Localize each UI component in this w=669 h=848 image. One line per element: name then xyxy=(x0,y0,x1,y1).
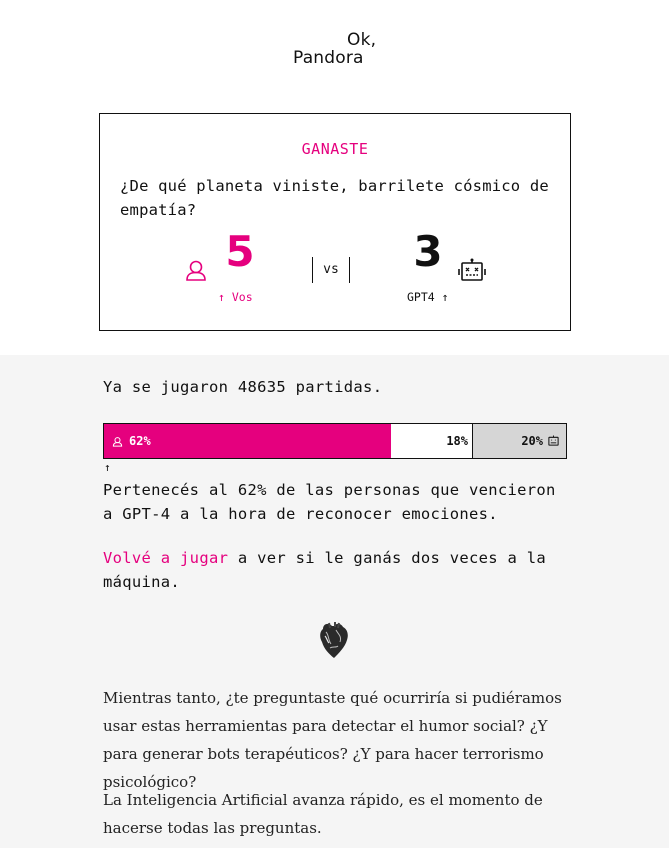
bot-win-segment xyxy=(473,424,566,458)
play-again-link[interactable]: Volvé a jugar xyxy=(103,549,229,567)
user-icon xyxy=(184,258,208,282)
result-status: GANASTE xyxy=(301,140,369,158)
logo[interactable] xyxy=(292,28,382,72)
bot-label: GPT4 ↑ xyxy=(407,290,449,304)
your-position-marker: ↑ xyxy=(104,461,111,474)
user-icon xyxy=(112,436,123,447)
played-count-text: Ya se jugaron 48635 partidas. xyxy=(103,378,383,396)
result-card xyxy=(99,113,571,331)
logo-line1: Ok, xyxy=(347,30,377,50)
anatomical-heart-image xyxy=(316,620,352,660)
vs-label: vs xyxy=(312,257,350,283)
bot-win-percent: 20% xyxy=(521,434,543,448)
bot-score: 3 xyxy=(413,227,443,276)
tie-percent: 18% xyxy=(446,434,468,448)
body-paragraph-2: La Inteligencia Artificial avanza rápido, es el momento de hacerse todas las preguntas. xyxy=(103,791,543,837)
robot-icon xyxy=(547,435,560,447)
user-win-percent: 62% xyxy=(129,434,151,448)
tie-segment xyxy=(391,424,473,458)
robot-icon xyxy=(458,258,486,284)
user-score: 5 xyxy=(225,227,255,276)
question-text: ¿De qué planeta viniste, barrilete cósmico de empatía? xyxy=(120,177,549,219)
logo-line2: Pandora xyxy=(293,48,364,68)
user-label: ↑ Vos xyxy=(218,290,253,304)
play-again-text xyxy=(103,546,573,594)
results-bar xyxy=(103,423,567,459)
result-description: Pertenecés al 62% de las personas que vencieron a GPT-4 a la hora de reconocer emociones. xyxy=(103,481,556,523)
user-win-segment xyxy=(104,424,391,458)
body-paragraph-1: Mientras tanto, ¿te preguntaste qué ocurriría si pudiéramos usar estas herramientas para detectar el humor social? ¿Y para generar bots terapéuticos? ¿Y para hacer terrorismo psicológico? xyxy=(103,689,562,791)
play-again-rest: a ver si le ganás dos veces a la máquina. xyxy=(103,549,547,591)
